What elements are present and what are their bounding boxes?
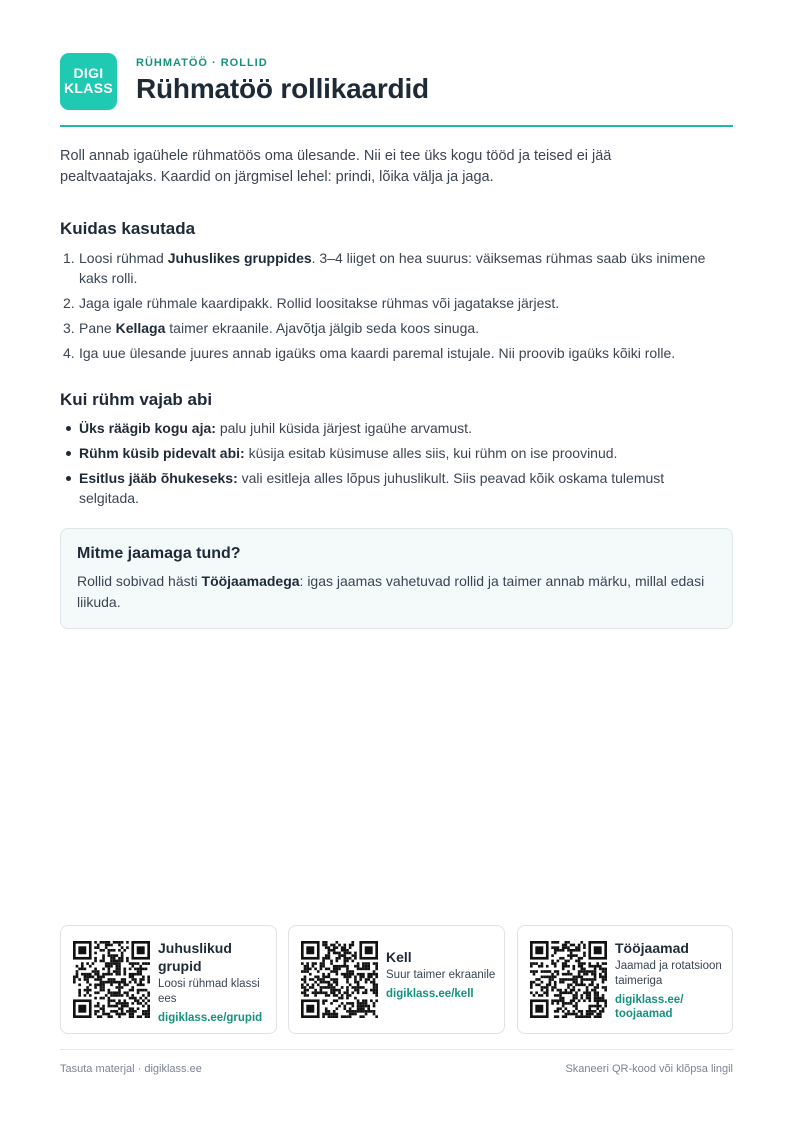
logo-line-1: DIGI [73, 65, 104, 81]
note-title: Mitme jaamaga tund? [77, 545, 241, 562]
note-text: Rollid sobivad hästi Tööjaamadega: igas jaamas vahetuvad rollid ja taimer annab märku, millal edasi liikuda. [77, 573, 705, 610]
step-item: 4. Iga uue ülesande juures annab igaüks oma kaardi paremal istujale. Nii proovib igaüks kõiki rolle. [63, 345, 676, 361]
link-card-stations[interactable] [517, 925, 733, 1034]
card-description: Jaamad ja rotatsioon taimeriga [615, 960, 722, 987]
tip-item: Rühm küsib pidevalt abi: küsija esitab küsimuse alles siis, kui rühm on ise proovinud. [60, 443, 720, 463]
step-item: 1. Loosi rühmad Juhuslikes gruppides. 3–4 liiget on hea suurus: väiksemas rühmas saab üks inimene kaks rolli. [63, 250, 706, 286]
footer-right-text: Skaneeri QR-kood või klõpsa lingil [565, 1063, 733, 1075]
link-card-clock[interactable] [288, 925, 505, 1034]
step-item: 3. Pane Kellaga taimer ekraanile. Ajavõtja jälgib seda koos sinuga. [63, 320, 480, 336]
page-footer [60, 1049, 733, 1075]
intro-paragraph: Roll annab igaühele rühmatöös oma ülesande. Nii ei tee üks kogu tööd ja teised ei jää pealtvaatajaks. Kaardid on järgmisel lehel: prindi, lõika välja ja jaga. [60, 148, 612, 185]
digiklass-logo [60, 53, 117, 110]
page [60, 0, 733, 1123]
page-header [60, 53, 733, 127]
steps-list [60, 248, 720, 368]
stations-note-box [60, 528, 733, 629]
card-link[interactable]: digiklass.ee/grupid [158, 1012, 263, 1024]
tip-item: Esitlus jääb õhukeseks: vali esitleja alles lõpus juhuslikult. Siis peavad kõik oskama tulemust selgitada. [60, 468, 720, 508]
qr-code-icon[interactable] [73, 941, 150, 1018]
step-item: 2. Jaga igale rühmale kaardipakk. Rollid loositakse rühmas või jagatakse järjest. [63, 295, 560, 311]
section-heading-how: Kuidas kasutada [60, 219, 196, 238]
logo-line-2: KLASS [64, 80, 113, 96]
qr-code-icon[interactable] [301, 941, 378, 1018]
card-link[interactable]: digiklass.ee/ toojaamad [615, 994, 684, 1020]
page-title: Rühmatöö rollikaardid [136, 73, 429, 104]
card-link[interactable]: digiklass.ee/kell [386, 988, 474, 1000]
qr-code-icon[interactable] [530, 941, 607, 1018]
card-description: Loosi rühmad klassi ees [158, 978, 260, 1005]
card-title: Kell [386, 949, 412, 965]
link-cards [60, 925, 733, 1034]
card-description: Suur taimer ekraanile [386, 969, 496, 981]
page-kicker: RÜHMATÖÖ · ROLLID [136, 57, 268, 69]
tip-item: Üks räägib kogu aja: palu juhil küsida järjest igaühe arvamust. [60, 418, 720, 438]
section-heading-help: Kui rühm vajab abi [60, 390, 213, 409]
card-title: Juhuslikud grupid [158, 940, 232, 974]
footer-left-text: Tasuta materjal · digiklass.ee [60, 1063, 202, 1075]
link-card-groups[interactable] [60, 925, 277, 1034]
tips-list [60, 418, 720, 513]
card-title: Tööjaamad [615, 940, 689, 956]
